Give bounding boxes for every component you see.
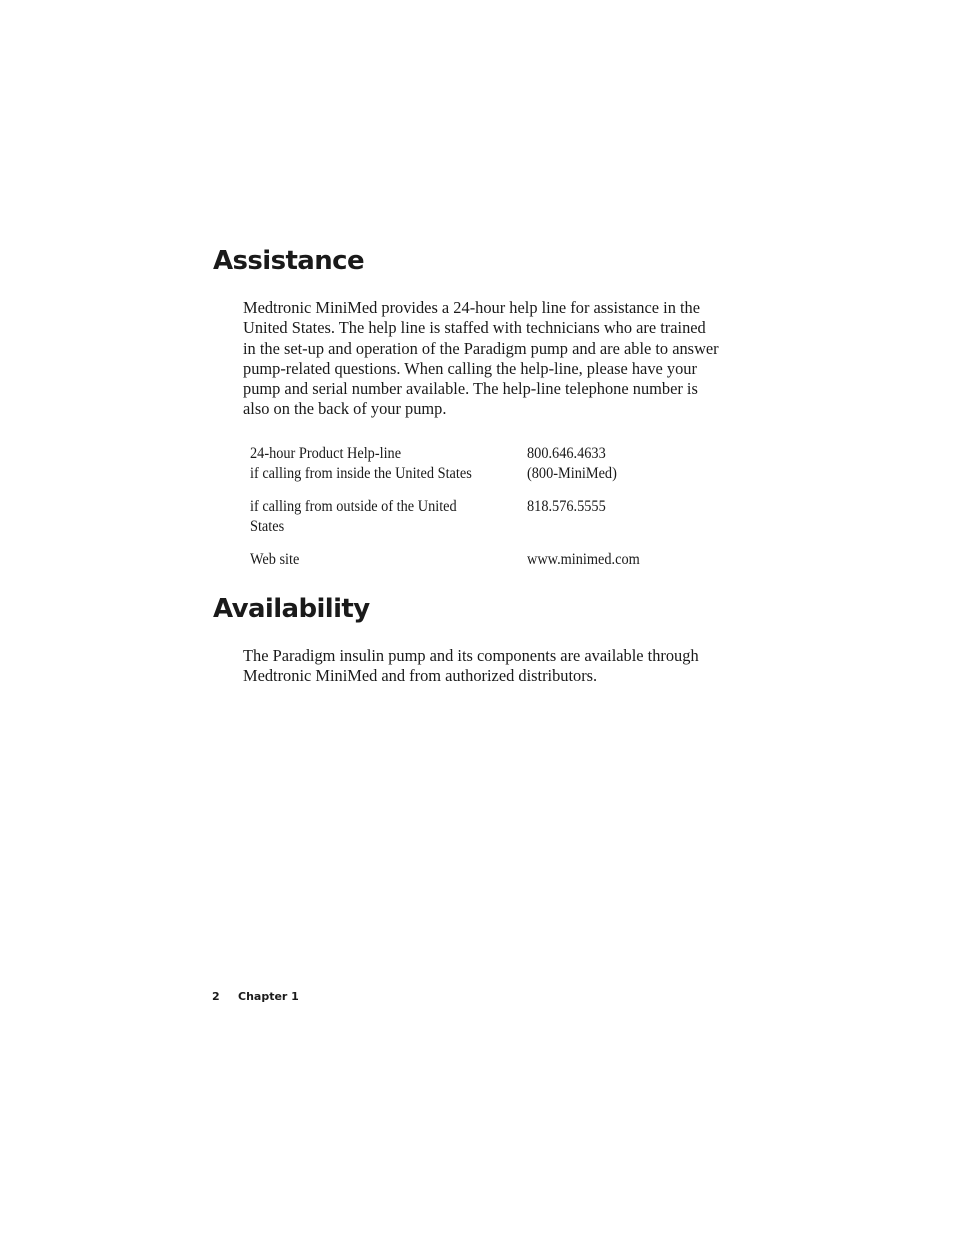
contact-label-help-line [250, 444, 472, 485]
contact-value-web-site [527, 550, 640, 570]
contact-value-line: 800.646.4633 [527, 445, 606, 462]
contact-label-line: Web site [250, 551, 300, 568]
contact-label-line: 24-hour Product Help-line [250, 445, 402, 462]
assistance-paragraph: Medtronic MiniMed provides a 24-hour help line for assistance in the United States. The help line is staffed with technicians who are trained in the set-up and operation of the Paradigm pump and are able to answer pump-related questions. When calling the help-line, please have your pump and serial number available. The help-line telephone number is also on the back of your pump. [243, 298, 719, 419]
contact-label-outside-us [250, 497, 457, 538]
chapter-label: Chapter 1 [238, 990, 299, 1003]
contact-value-line: (800-MiniMed) [527, 465, 617, 483]
contact-value-line: 818.576.5555 [527, 498, 606, 515]
contact-value-line: www.minimed.com [527, 551, 640, 568]
availability-heading: Availability [213, 594, 370, 624]
contact-label-web-site [250, 550, 299, 570]
contact-value-outside-us [527, 497, 606, 517]
assistance-heading: Assistance [213, 246, 364, 276]
contact-label-line: if calling from outside of the United [250, 498, 457, 515]
availability-paragraph: The Paradigm insulin pump and its components are available through Medtronic MiniMed and from authorized distributors. [243, 646, 699, 686]
page-number: 2 [212, 990, 220, 1003]
contact-label-line: if calling from inside the United States [250, 465, 472, 483]
contact-value-help-line [527, 444, 617, 485]
contact-label-line: States [250, 518, 285, 536]
